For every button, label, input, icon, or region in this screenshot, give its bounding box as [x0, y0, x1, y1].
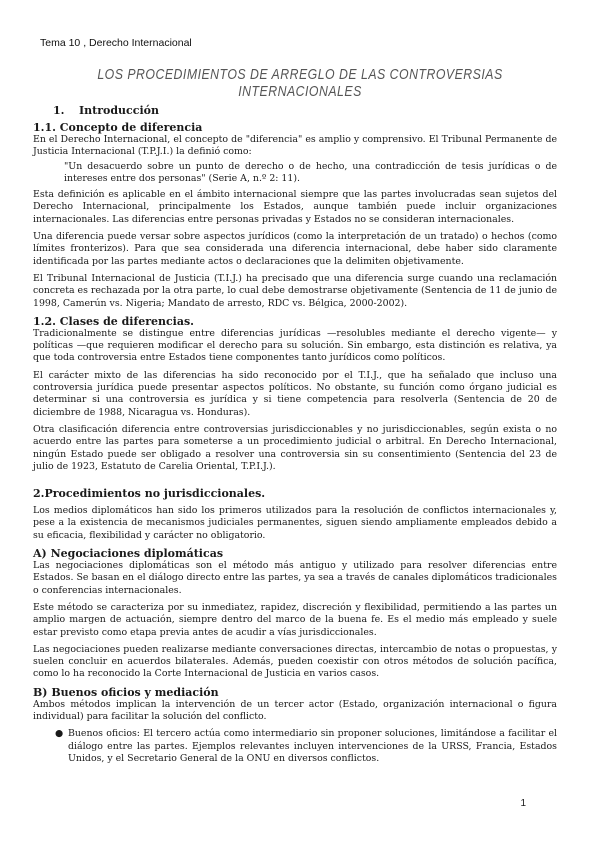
- paragraph: Los medios diplomáticos han sido los primeros utilizados para la resolución de conflictos internacionales y, pese a la existencia de mecanismos judiciales permanentes, siguen siendo ampliamente empleados debido a su eficacia, flexibilidad y carácter no obligatorio.: [33, 505, 557, 541]
- section-heading-introduccion: [53, 104, 557, 117]
- document-title: LOS PROCEDIMIENTOS DE ARREGLO DE LAS CONTROVERSIAS INTERNACIONALES: [97, 66, 503, 100]
- definition-quote: "Un desacuerdo sobre un punto de derecho o de hecho, una contradicción de tesis jurídicas o de intereses entre dos personas" (Serie A, n.º 2: 11).: [64, 160, 557, 184]
- paragraph: El carácter mixto de las diferencias ha sido reconocido por el T.I.J., que ha señalado que incluso una controversia jurídica puede presentar aspectos políticos. No obstante, su función como órgano judicial es determinar si una controversia es jurídica y si tiene competencia para resolverla (Sentencia de 20 de diciembre de 1988, Nicaragua vs. Honduras).: [33, 369, 557, 418]
- paragraph: Este método se caracteriza por su inmediatez, rapidez, discreción y flexibilidad, permitiendo a las partes un amplio margen de actuación, siempre dentro del marco de la buena fe. Es el medio más empleado y suele estar previsto como etapa previa antes de acudir a vías jurisdiccionales.: [33, 601, 557, 638]
- paragraph: Otra clasificación diferencia entre controversias jurisdiccionables y no jurisdiccionables, según exista o no acuerdo entre las partes para someterse a un procedimiento judicial o arbitral. En Derecho Internacional, ningún Estado puede ser obligado a resolver una controversia sin su consentimiento (Sentencia del 23 de julio de 1923, Estatuto de Carelia Oriental, T.P.I.J.).: [33, 423, 557, 472]
- bullet-list: [55, 728, 557, 765]
- running-header: Tema 10 , Derecho Internacional: [40, 37, 192, 49]
- page-number: 1: [520, 798, 526, 809]
- subsection-heading-concepto: 1.1. Concepto de diferencia: [33, 121, 203, 134]
- subsection-heading-buenos-oficios: B) Buenos oficios y mediación: [33, 685, 219, 699]
- bullet-icon: ●: [55, 728, 64, 740]
- paragraph: En el Derecho Internacional, el concepto de "diferencia" es amplio y comprensivo. El Tribunal Permanente de Justicia Internacional (T.P.J.I.) la definió como:: [33, 134, 557, 158]
- paragraph: Las negociaciones diplomáticas son el método más antiguo y utilizado para resolver diferencias entre Estados. Se basan en el diálogo directo entre las partes, ya sea a través de canales diplomáticos tradicionales o conferencias internacionales.: [33, 560, 557, 596]
- paragraph: Esta definición es aplicable en el ámbito internacional siempre que las partes involucradas sean sujetos del Derecho Internacional, principalmente los Estados, aunque también puede incluir organizaciones internacionales. Las diferencias entre personas privadas y Estados no se consideran internacionales.: [33, 189, 557, 225]
- subsection-heading-negociaciones: A) Negociaciones diplomáticas: [33, 547, 224, 561]
- paragraph: Una diferencia puede versar sobre aspectos jurídicos (como la interpretación de un tratado) o hechos (como límites fronterizos). Para que sea considerada una diferencia internacional, debe haber sido claramente identificada por las partes mediante actos o declaraciones que la delimiten objetivamente.: [33, 231, 557, 267]
- section-heading-procedimientos: 2.Procedimientos no jurisdiccionales.: [33, 487, 266, 501]
- list-item: [55, 728, 557, 765]
- section-title: Introducción: [79, 104, 159, 117]
- paragraph: Las negociaciones pueden realizarse mediante conversaciones directas, intercambio de notas o propuestas, y suelen concluir en acuerdos bilaterales. Además, pueden coexistir con otros métodos de solución pacífica, como lo ha reconocido la Corte Internacional de Justicia en varios casos.: [33, 643, 557, 680]
- section-number: 1.: [53, 104, 65, 117]
- paragraph: El Tribunal Internacional de Justicia (T.I.J.) ha precisado que una diferencia surge cuando una reclamación concreta es rechazada por la otra parte, lo cual debe demostrarse objetivamente (Sentencia de 11 de junio de 1998, Camerún vs. Nigeria; Mandato de arresto, RDC vs. Bélgica, 2000-2002).: [33, 272, 557, 309]
- paragraph: Tradicionalmente se distingue entre diferencias jurídicas —resolubles mediante el derecho vigente— y políticas —que requieren modificar el derecho para su solución. Sin embargo, esta distinción es relativa, ya que toda controversia entre Estados tiene componentes tanto jurídicos como políticos.: [33, 327, 557, 364]
- subsection-heading-clases: 1.2. Clases de diferencias.: [33, 314, 195, 328]
- list-item-text: Buenos oficios: El tercero actúa como intermediario sin proponer soluciones, limitándose a facilitar el diálogo entre las partes. Ejemplos relevantes incluyen intervenciones de la URSS, Francia, Estados Unidos, y el Secretario General de la ONU en diversos conflictos.: [68, 728, 557, 764]
- document-body: [33, 104, 557, 765]
- paragraph: Ambos métodos implican la intervención de un tercer actor (Estado, organización internacional o figura individual) para facilitar la solución del conflicto.: [33, 698, 557, 722]
